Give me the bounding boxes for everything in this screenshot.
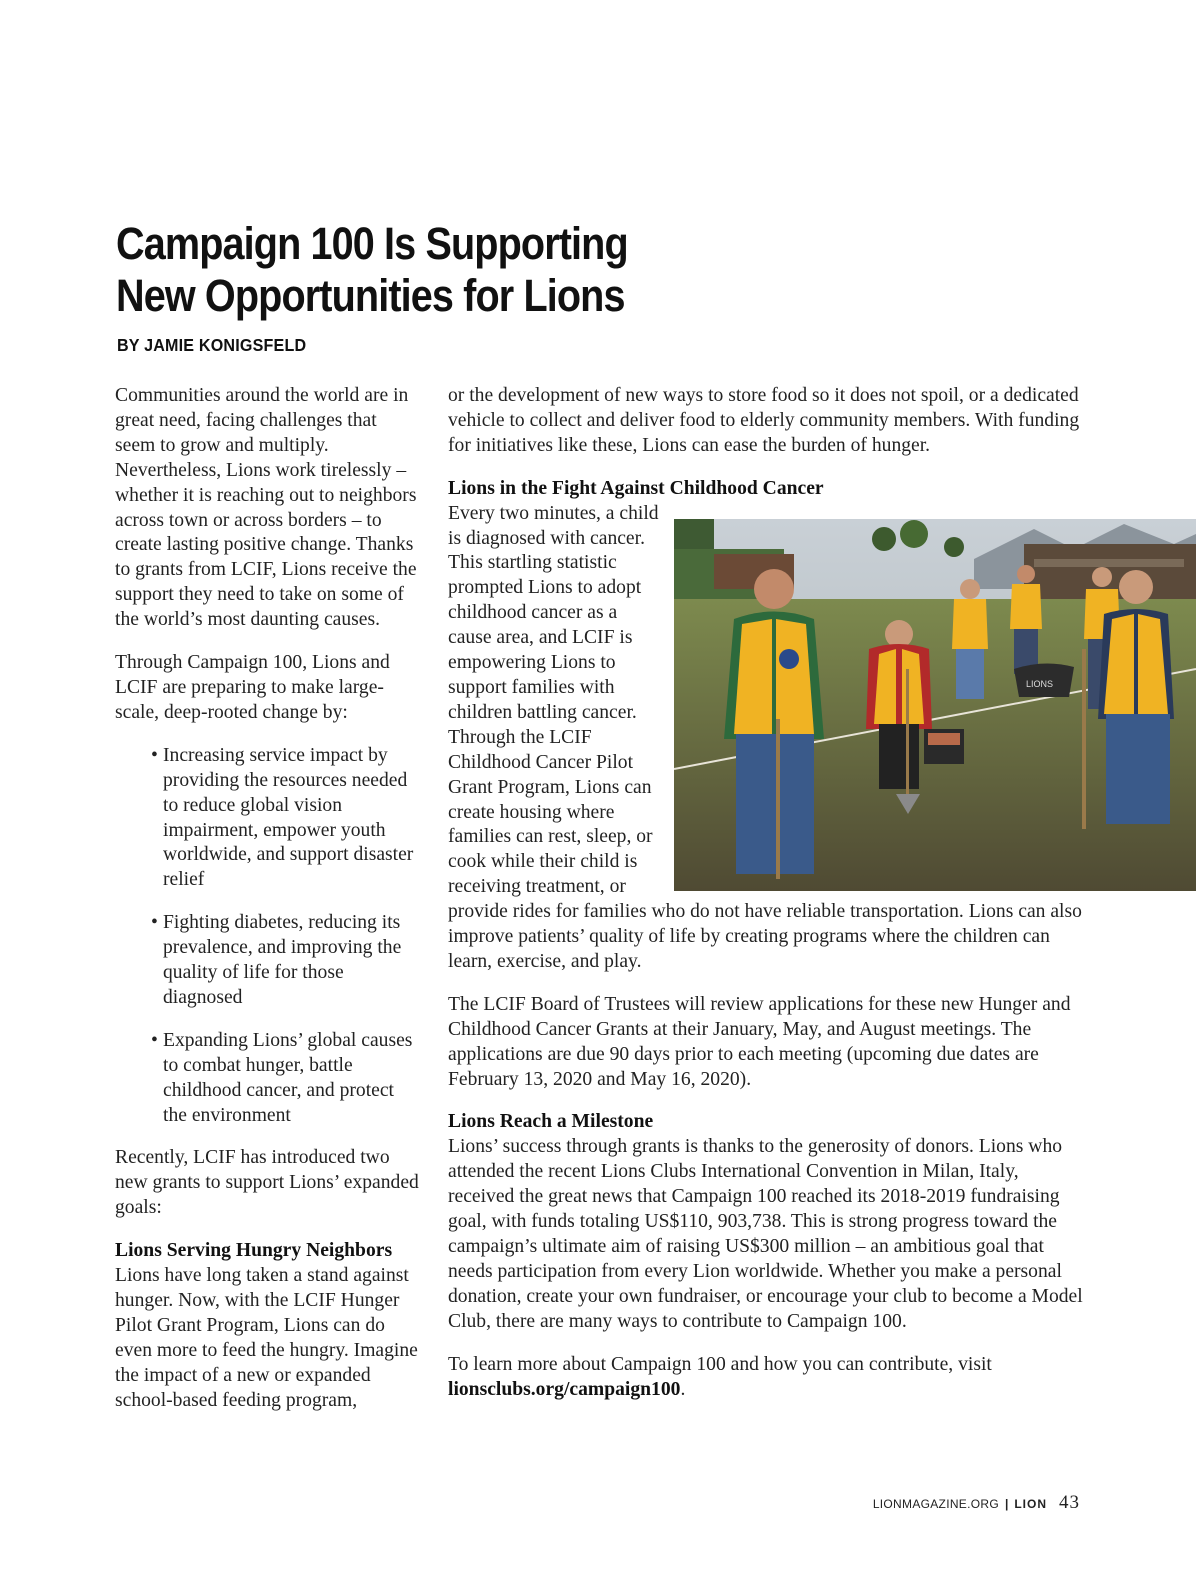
lions-volunteers-photo: [674, 519, 1196, 891]
bullet-icon: •: [151, 1029, 158, 1051]
cancer-paragraph: Every two minutes, a child is diagnosed with cancer. This startling statistic prompted Lions to adopt childhood cancer as a cause area, and LCIF is empowering Lions to support families with children battling cancer. Through the LCIF Childhood Cancer Pilot Grant Program, Lions can create housing where families can rest, sleep, or cook while their child is receiving treatment, or provide rides for families who do not have reliable transportation. Lions can also improve patients’ quality of life by creating programs where the children can learn, exercise, and play.: [448, 502, 1082, 972]
list-item: • Expanding Lions’ global causes to combat hunger, battle childhood cancer, and protect the environment: [151, 1029, 413, 1126]
list-item: • Fighting diabetes, reducing its prevalence, and improving the quality of life for those diagnosed: [151, 912, 402, 1008]
learn-more-paragraph: To learn more about Campaign 100 and how you can contribute, visit lionsclubs.org/campaign100.: [448, 1353, 992, 1400]
footer-separator: |: [1004, 1497, 1009, 1511]
hunger-subheading: Lions Serving Hungry Neighbors: [115, 1240, 393, 1262]
milestone-subheading: Lions Reach a Milestone: [448, 1111, 654, 1133]
headline: [116, 218, 732, 322]
page-footer: [873, 1492, 1080, 1514]
right-column: [448, 384, 1088, 1420]
cancer-section: [448, 502, 1088, 1093]
page-number: 43: [1059, 1492, 1080, 1513]
headline-line-2: New Opportunities for Lions: [116, 270, 625, 321]
cancer-subheading: Lions in the Fight Against Childhood Cancer: [448, 477, 824, 499]
grants-intro-paragraph: Recently, LCIF has introduced two new grants to support Lions’ expanded goals:: [115, 1147, 419, 1219]
milestone-paragraph: Lions’ success through grants is thanks to the generosity of donors. Lions who attended the recent Lions Clubs International Convention in Milan, Italy, received the great news that Campaign 100 reached its 2018-2019 fundraising goal, with funds totaling US$110, 903,738. This is strong progress toward the campaign’s ultimate aim of raising US$300 million – an ambitious goal that needs participation from every Lion worldwide. Whether you make a personal donation, create your own fundraiser, or encourage your club to become a Model Club, there are many ways to contribute to Campaign 100.: [448, 1136, 1083, 1332]
byline: BY JAMIE KONIGSFELD: [117, 335, 307, 355]
headline-line-1: Campaign 100 Is Supporting: [116, 218, 628, 269]
bullet-icon: •: [151, 744, 158, 766]
intro-paragraph: Communities around the world are in great need, facing challenges that seem to grow and multiply. Nevertheless, Lions work tirelessly – whether it is reaching out to neighbors across town or across borders – to create lasting positive change. Thanks to grants from LCIF, Lions receive the support they need to take on some of the world’s most daunting causes.: [115, 385, 417, 631]
hunger-paragraph: Lions have long taken a stand against hunger. Now, with the LCIF Hunger Pilot Grant Program, Lions can do even more to feed the hungry. Imagine the impact of a new or expanded school-based feeding program,: [115, 1265, 418, 1411]
left-column: [115, 384, 420, 1432]
list-item: • Increasing service impact by providing the resources needed to reduce global vision impairment, empower youth worldwide, and support disaster relief: [151, 744, 414, 891]
goals-list: [115, 744, 420, 1129]
footer-site[interactable]: LIONMAGAZINE.ORG: [872, 1497, 999, 1511]
board-review-paragraph: The LCIF Board of Trustees will review applications for these new Hunger and Childhood Cancer Grants at their January, May, and August meetings. The applications are due 90 days prior to each meeting (upcoming due dates are February 13, 2020 and May 16, 2020).: [448, 993, 1071, 1090]
bullet-icon: •: [151, 912, 158, 934]
footer-magazine-name: LION: [1014, 1497, 1047, 1511]
campaign-paragraph: Through Campaign 100, Lions and LCIF are preparing to make large-scale, deep-rooted change by:: [115, 652, 390, 723]
campaign-link[interactable]: lionsclubs.org/campaign100: [448, 1378, 681, 1400]
wheelbarrow-label: LIONS: [1026, 678, 1054, 689]
hunger-continued-paragraph: or the development of new ways to store food so it does not spoil, or a dedicated vehicle to collect and deliver food to elderly community members. With funding for initiatives like these, Lions can ease the burden of hunger.: [448, 385, 1080, 456]
